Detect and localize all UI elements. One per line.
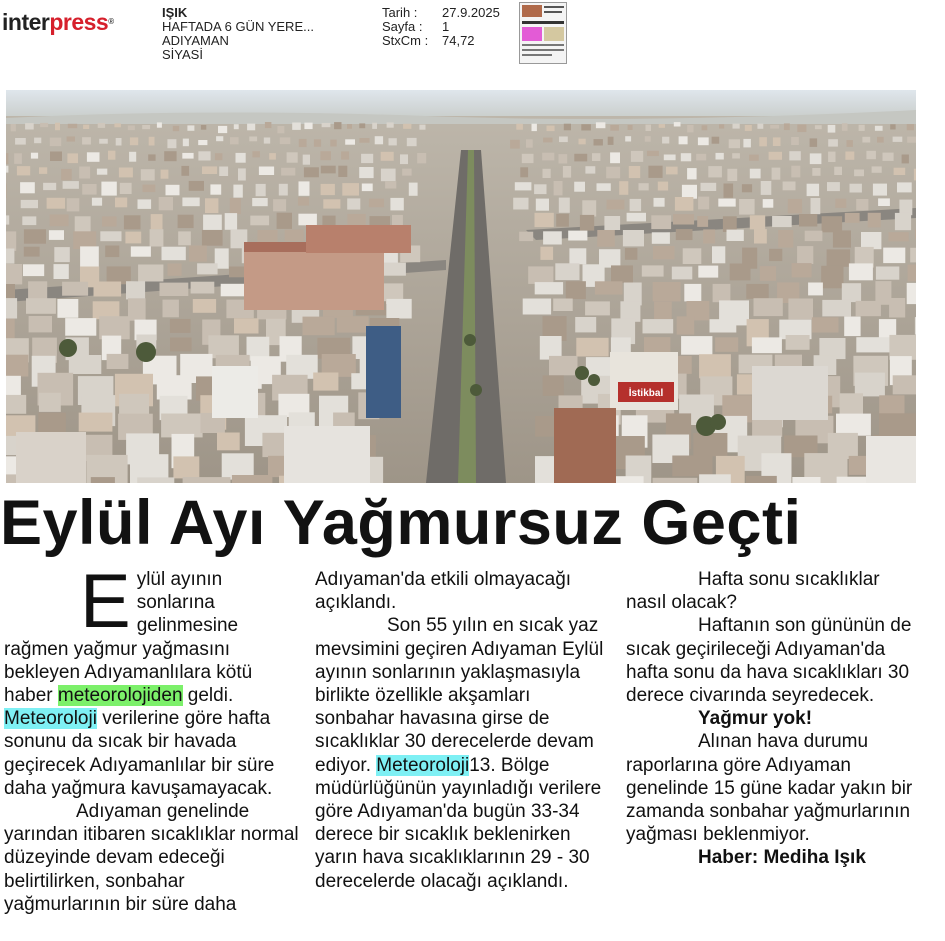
article-column-1 (4, 559, 299, 916)
registered-mark: ® (108, 17, 114, 26)
page-value: 1 (442, 19, 450, 34)
article-paragraph (4, 559, 299, 800)
article-paragraph: Alınan hava durumu raporlarına göre Adıyaman genelinde 15 güne kadar yakın bir zamanda sonbahar yağmurlarının yağması beklenmiyor. (626, 731, 913, 846)
publication-name: IŞIK (162, 5, 188, 20)
category-label: SİYASİ (162, 47, 203, 62)
byline: Haber: Mediha Işık (698, 847, 866, 869)
article-paragraph (315, 614, 610, 892)
paragraph-text: verilerine göre hafta sonunu da sıcak bir havada geçirecek Adıyamanlılar bir süre daha yağmura kavuşamayacak. (4, 708, 275, 799)
paragraph-text: 13. Bölge müdürlüğünün yayınladığı verilere göre Adıyaman'da bugün 33-34 derece bir sıcaklık beklenirken yarın hava sıcaklıklarının 29 - 30 derecelerde olacağı açıklandı. (315, 754, 602, 892)
stxcm-value: 74,72 (442, 33, 475, 48)
city-label: ADIYAMAN (162, 33, 229, 48)
subheading: Yağmur yok! (698, 708, 813, 730)
aerial-city-photo (6, 90, 916, 483)
page-thumbnail[interactable] (519, 2, 567, 64)
article-paragraph-continued: Adıyaman'da etkili olmayacağı açıklandı. (315, 569, 572, 614)
clipping-meta (162, 6, 314, 62)
stxcm-row (382, 34, 500, 48)
billboard-text: İstikbal (628, 388, 664, 399)
interpress-logo (2, 8, 114, 36)
article-short-title: HAFTADA 6 GÜN YERE... (162, 19, 314, 34)
article-column-2 (315, 568, 610, 893)
paragraph-text: Son 55 yılın en sıcak yaz mevsimini geçiren Adıyaman Eylül ayının sonlarının yaklaşmasıyla birlikte özellikle akşamları sonbahar havasına girse de sıcaklıklar 30 derecelerde devam ediyor. (315, 615, 604, 776)
paragraph-text: geldi. (182, 685, 234, 707)
clipping-details (382, 6, 500, 48)
page-label: Sayfa : (382, 19, 423, 34)
article-column-3 (626, 568, 921, 870)
logo-text-inter: inter (2, 9, 50, 35)
article-paragraph: Hafta sonu sıcaklıklar nasıl olacak? (626, 569, 880, 614)
date-row (382, 6, 500, 20)
paragraph-text: ylül ayının sonlarına gelinmesine rağmen yağmur yağmasını bekleyen Adıyamanlılara kötü haber (4, 569, 253, 707)
stxcm-label: StxCm : (382, 33, 429, 48)
logo-text-press: press (49, 9, 109, 35)
date-value: 27.9.2025 (442, 5, 500, 20)
highlight-keyword: Meteoroloji (4, 708, 97, 730)
article-headline: Eylül Ayı Yağmursuz Geçti (0, 488, 802, 558)
date-label: Tarih : (382, 5, 418, 20)
page-row (382, 20, 500, 34)
article-paragraph: Haftanın son gününün de sıcak geçirileceği Adıyaman'da hafta sonu da hava sıcaklıkları 30 derece civarında seyredecek. (626, 615, 912, 707)
drop-cap: E (80, 559, 131, 644)
highlight-keyword: meteorolojiden (57, 685, 183, 707)
article-paragraph: Adıyaman genelinde yarından itibaren sıcaklıklar normal düzeyinde devam edeceği belirtilirken, sonbahar yağmurlarının bir süre daha (4, 801, 299, 915)
highlight-keyword: Meteoroloji (376, 754, 470, 776)
